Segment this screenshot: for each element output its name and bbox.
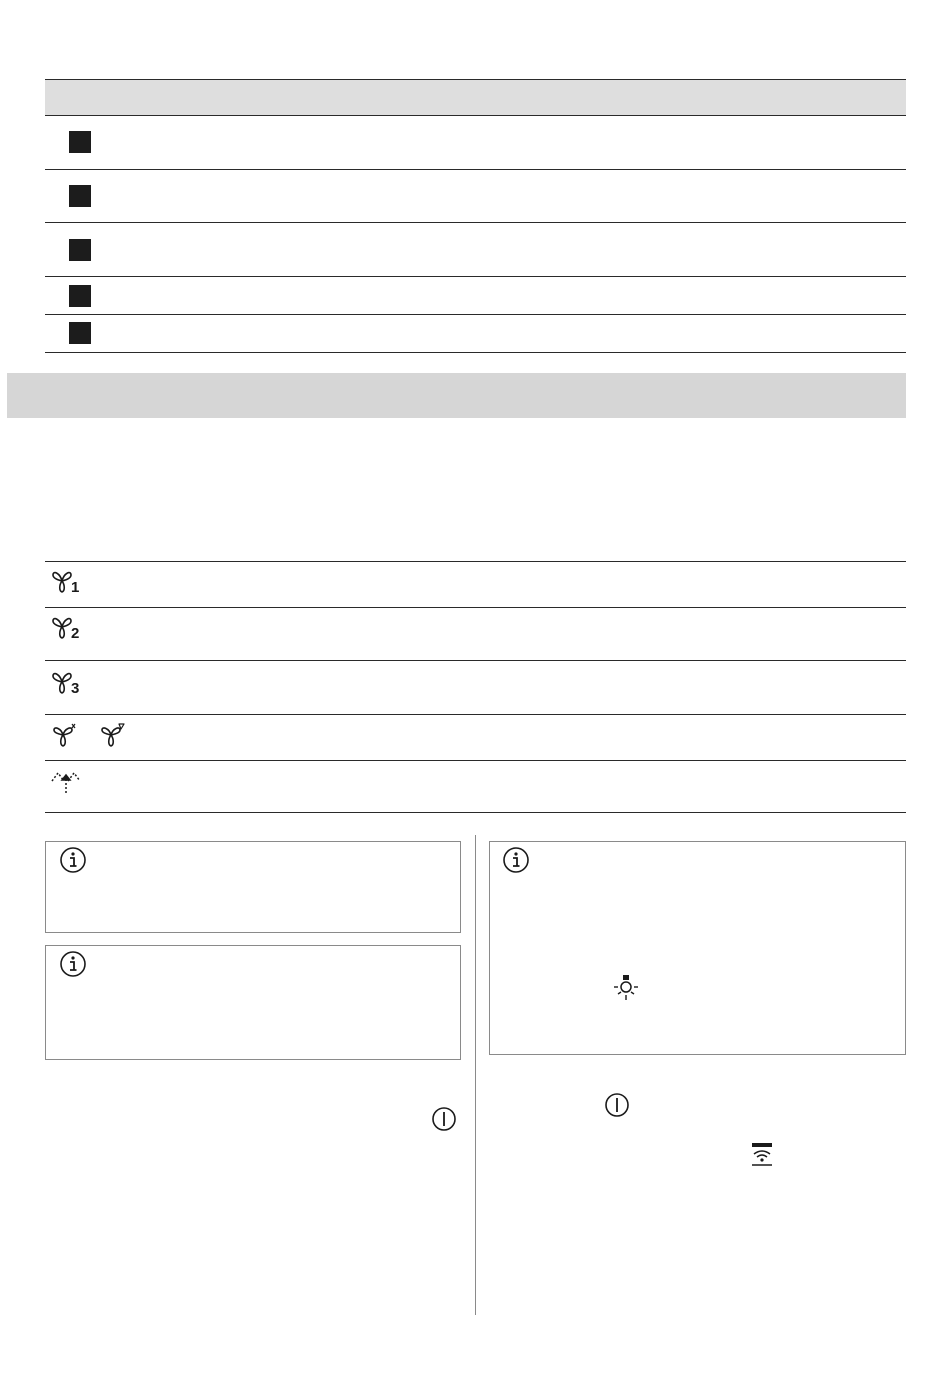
section-heading-band — [7, 373, 906, 418]
info-icon — [59, 950, 87, 978]
table1-row-rule — [45, 169, 906, 170]
hob2hood-icon — [750, 1142, 774, 1168]
info-icon — [59, 846, 87, 874]
left-note-box-top — [45, 841, 461, 933]
table1-row-1-marker — [69, 131, 91, 153]
table1-row-2-marker — [69, 185, 91, 207]
table2-row-rule — [45, 607, 906, 608]
table1-row-4-marker — [69, 285, 91, 307]
right-note-box — [489, 841, 906, 1055]
column-divider — [475, 835, 476, 1315]
table1-row-rule — [45, 276, 906, 277]
left-note-box-bottom — [45, 945, 461, 1060]
table2-bottom-rule — [45, 812, 906, 813]
fan-boost-icon — [99, 722, 129, 750]
table2-row-rule — [45, 760, 906, 761]
fan-speed-1-label: 1 — [71, 579, 80, 596]
power-icon — [604, 1092, 630, 1118]
light-icon — [613, 974, 639, 1002]
power-icon — [431, 1106, 457, 1132]
table1-header-rule — [45, 115, 906, 116]
table2-top-rule — [45, 561, 906, 562]
table2-row-rule — [45, 660, 906, 661]
table1-row-rule — [45, 314, 906, 315]
table2-row-rule — [45, 714, 906, 715]
table1-row-rule — [45, 222, 906, 223]
table1-header — [45, 80, 906, 115]
info-icon — [502, 846, 530, 874]
steam-sensor-icon — [50, 767, 84, 795]
table1-row-5-marker — [69, 322, 91, 344]
fan-speed-3-label: 3 — [71, 680, 80, 697]
fan-boost-icon — [51, 722, 81, 750]
table1-bottom-rule — [45, 352, 906, 353]
table1-row-3-marker — [69, 239, 91, 261]
fan-speed-2-label: 2 — [71, 625, 80, 642]
